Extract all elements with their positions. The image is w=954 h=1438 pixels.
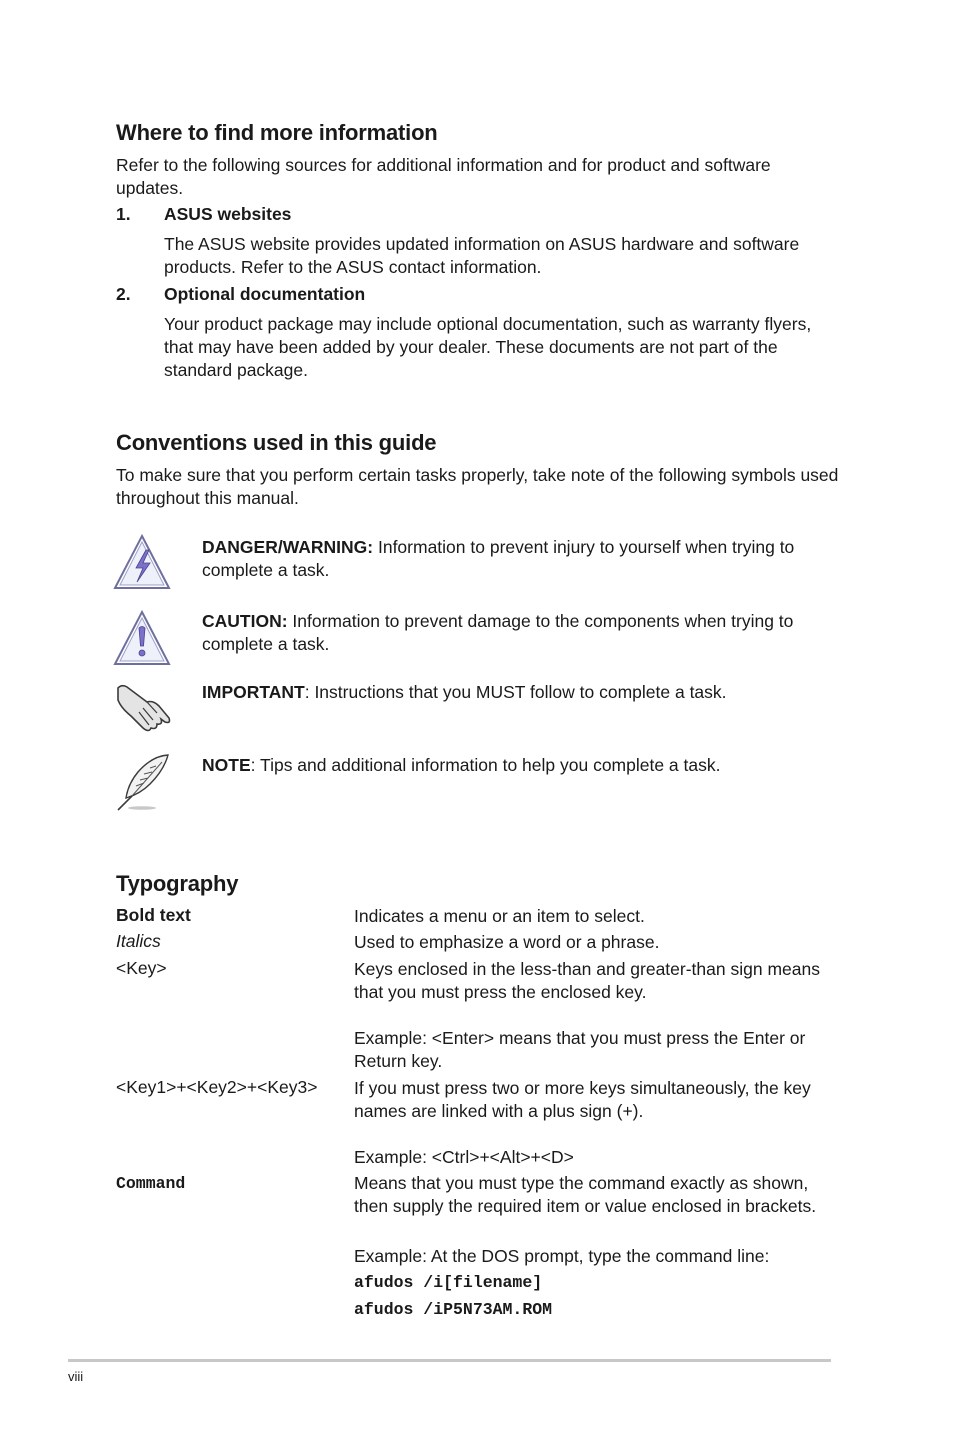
typography-term-bold: Bold text [116,905,191,925]
convention-text: : Instructions that you MUST follow to complete a task. [304,682,727,702]
convention-text: : Tips and additional information to help you complete a task. [250,755,721,775]
convention-danger [202,536,822,582]
typography-example: Example: <Enter> means that you must press the Enter or Return key. [354,1028,806,1071]
section-title-more-info: Where to find more information [116,120,438,145]
list-heading-asus-websites: ASUS websites [164,204,292,224]
convention-caution [202,610,822,656]
note-feather-icon [112,752,172,812]
typography-desc: If you must press two or more keys simultaneously, the key names are linked with a plus sign (+). [354,1078,811,1121]
convention-text: Information to prevent injury to yourself when trying to complete a task. [202,537,795,580]
important-hand-icon [113,678,173,738]
list-heading-optional-documentation: Optional documentation [164,284,366,304]
typography-desc: Means that you must type the command exactly as shown, then supply the required item or value enclosed in brackets. [354,1173,817,1216]
page-number: viii [68,1369,84,1384]
section-intro: To make sure that you perform certain tasks properly, take note of the following symbols used throughout this manual. [116,465,839,508]
command-example-line: afudos /iP5N73AM.ROM [354,1300,553,1319]
section-title-typography: Typography [116,871,239,896]
section-intro: Refer to the following sources for additional information and for product and software updates. [116,155,771,198]
convention-label: NOTE [202,755,251,775]
typography-term-key-combo: <Key1>+<Key2>+<Key3> [116,1077,318,1097]
list-number: 2. [116,284,131,304]
convention-note [202,754,822,777]
convention-label: CAUTION: [202,611,288,631]
list-body: The ASUS website provides updated information on ASUS hardware and software products. Refer to the ASUS contact information. [164,234,800,277]
typography-term-italics: Italics [116,931,161,951]
footer-divider [68,1359,831,1362]
typography-desc: Used to emphasize a word or a phrase. [354,932,660,952]
typography-example: Example: <Ctrl>+<Alt>+<D> [354,1147,574,1167]
convention-label: DANGER/WARNING: [202,537,374,557]
danger-warning-icon [112,532,172,592]
list-number: 1. [116,204,131,224]
typography-desc: Indicates a menu or an item to select. [354,906,645,926]
section-title-conventions: Conventions used in this guide [116,430,437,455]
command-example-line: afudos /i[filename] [354,1273,543,1292]
caution-icon [112,608,172,668]
convention-important [202,681,822,704]
typography-term-command: Command [116,1174,186,1193]
convention-label: IMPORTANT [202,682,305,702]
list-body: Your product package may include optional documentation, such as warranty flyers, that may have been added by your dealer. These documents are not part of the standard package. [164,314,812,380]
typography-example: Example: At the DOS prompt, type the command line: [354,1246,770,1266]
typography-term-key: <Key> [116,958,167,978]
typography-desc: Keys enclosed in the less-than and greater-than sign means that you must press the enclosed key. [354,959,820,1002]
convention-text: Information to prevent damage to the components when trying to complete a task. [202,611,794,654]
